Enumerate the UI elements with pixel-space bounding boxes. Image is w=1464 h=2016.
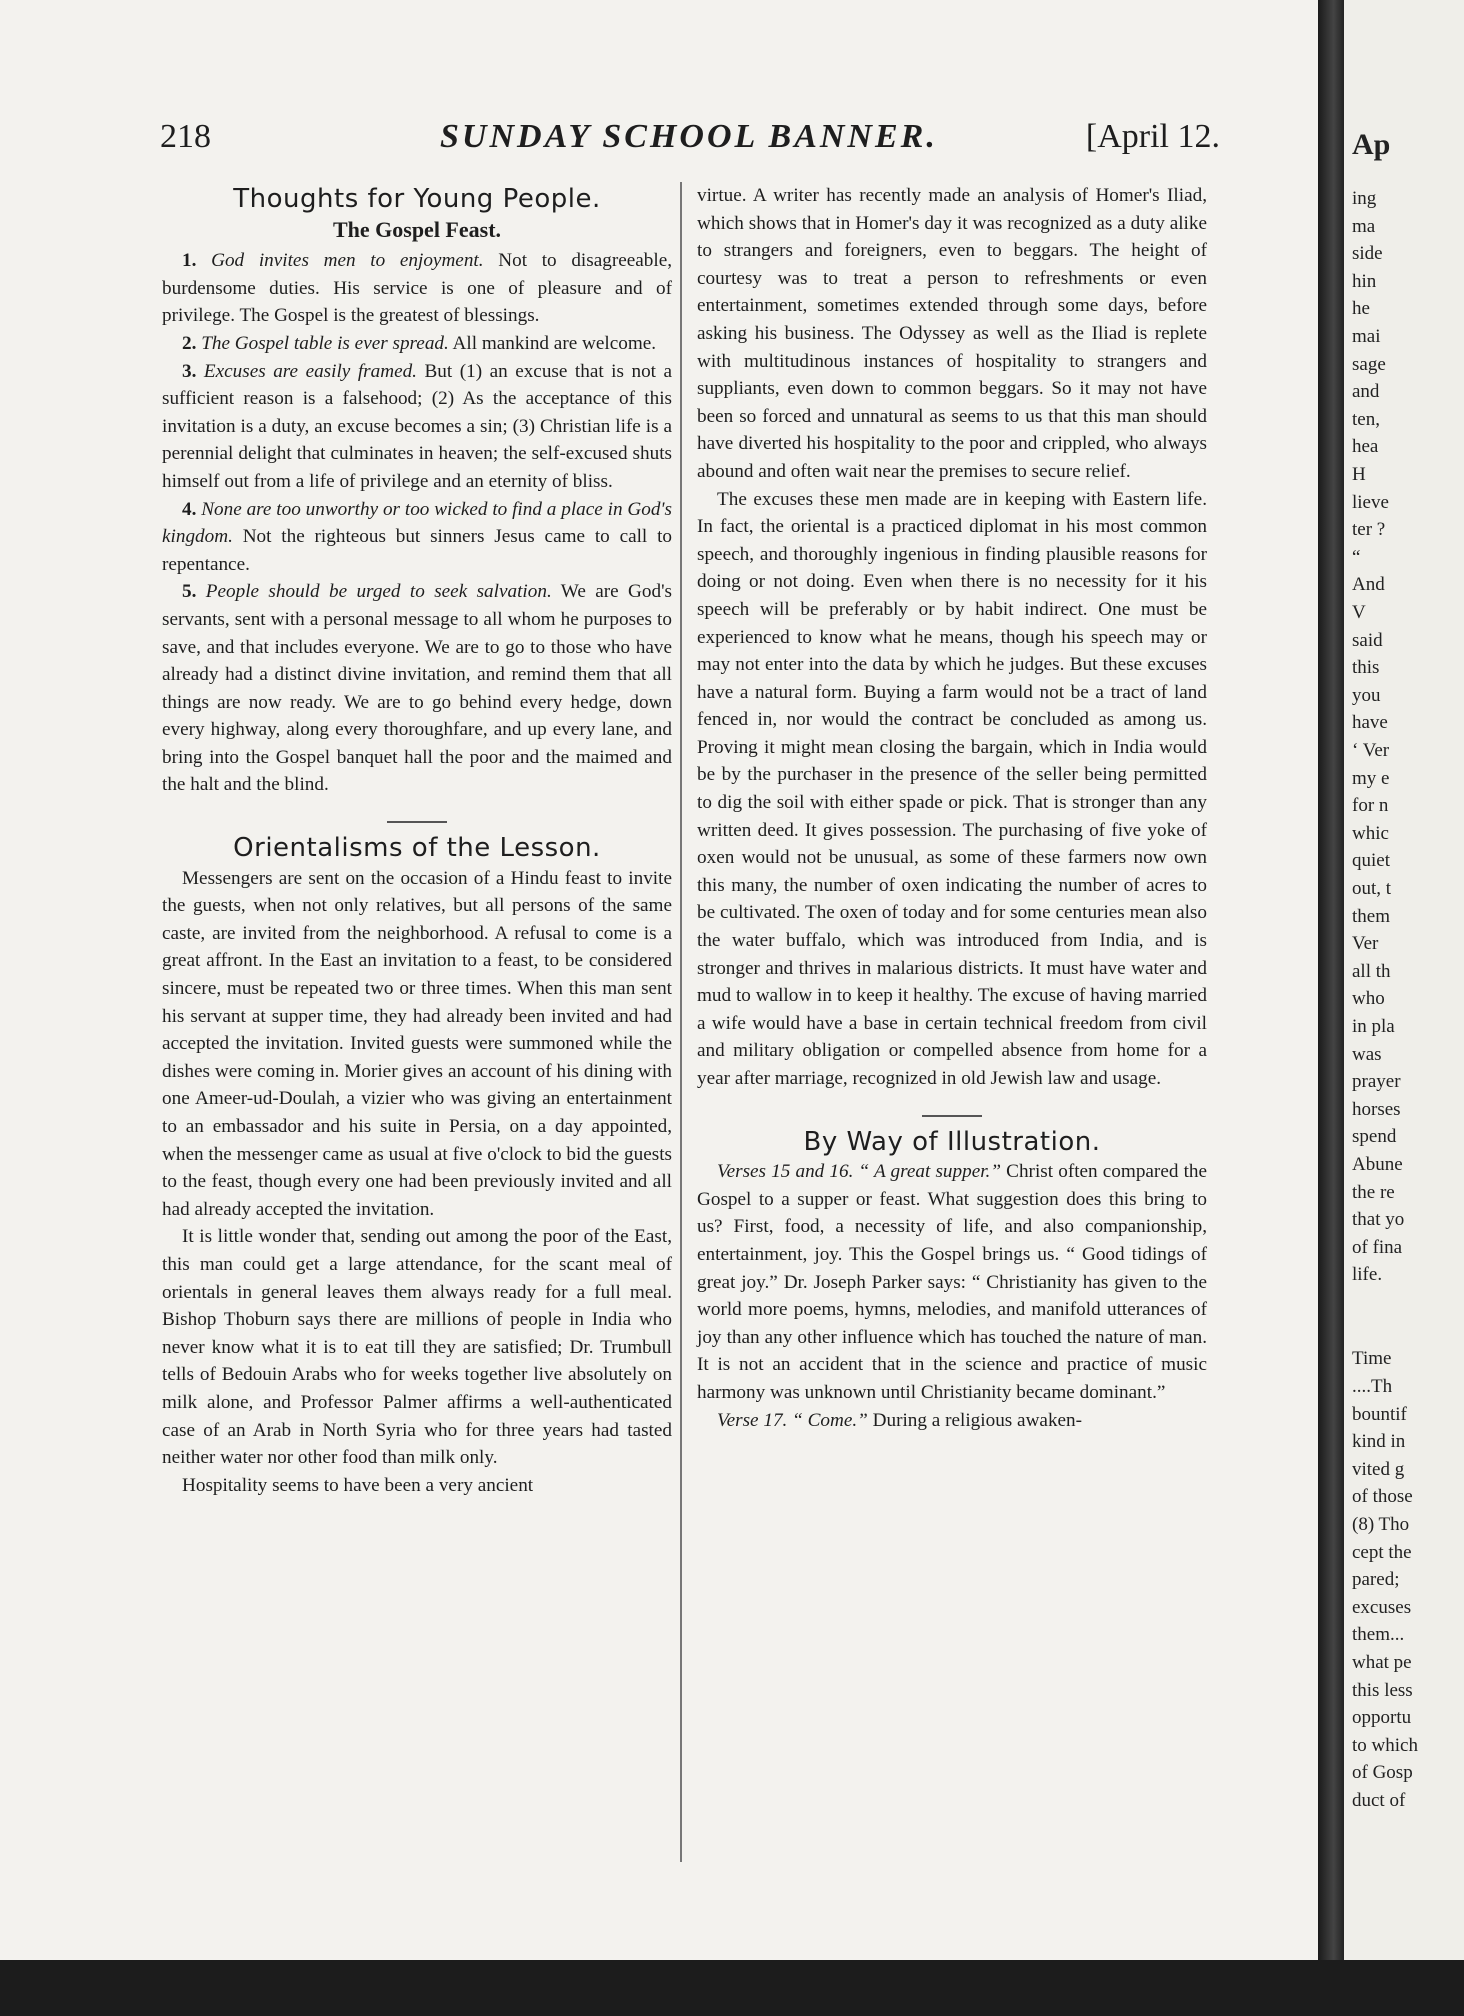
facing-page-line: them xyxy=(1352,905,1390,927)
facing-page-line: this xyxy=(1352,657,1380,679)
illustration-paragraph: Verses 15 and 16. “ A great supper.” Christ often compared the Gospel to a supper or feast. What suggestion does this bring to us? First, food, a necessity of life, and also companionship, entertainment, joy. This the Gospel brings us. “ Good tidings of great joy.” Dr. Joseph Parker says: “ Christianity has given to the world more poems, hymns, melodies, and manifold utterances of joy than any other influence which has touched the nature of man. It is not an accident that in the science and practice of music harmony was unknown until Christianity became dominant.” xyxy=(697,1161,1208,1403)
facing-page-line: Time xyxy=(1352,1348,1392,1370)
facing-page-line: excuses xyxy=(1352,1596,1412,1618)
facing-page-line: ‘ Ver xyxy=(1352,740,1390,761)
scan-edge xyxy=(0,1960,1464,2016)
facing-page-line: V xyxy=(1352,602,1366,623)
facing-page-line: what pe xyxy=(1352,1652,1412,1673)
facing-page-line: life. xyxy=(1352,1264,1383,1286)
facing-page-line: ....Th xyxy=(1352,1376,1393,1397)
facing-page-line: of those xyxy=(1352,1486,1413,1508)
section-title-thoughts: Thoughts for Young People. xyxy=(233,184,601,214)
section-title-illustration: By Way of Illustration. xyxy=(803,1126,1101,1157)
facing-page-line: Abune xyxy=(1352,1154,1403,1175)
facing-page-line: spend xyxy=(1352,1126,1397,1148)
facing-page-line: H xyxy=(1352,464,1366,485)
facing-page-line: hin xyxy=(1352,270,1377,292)
facing-page-line: pared; xyxy=(1352,1569,1400,1591)
facing-page-line: whic xyxy=(1352,822,1389,844)
facing-page-line: to which xyxy=(1352,1734,1418,1756)
facing-page-line: he xyxy=(1352,298,1370,320)
facing-page-line: Ver xyxy=(1352,933,1379,955)
facing-page-line: for n xyxy=(1352,795,1389,817)
facing-page-fragment xyxy=(1344,0,1464,1960)
column-divider xyxy=(680,182,682,1862)
body-paragraph: virtue. A writer has recently made an analysis of Homer's Iliad, which shows that in Homer's day it was recognized as a duty alike to strangers and foreigners, even to beggars. The height of courtesy was to treat a person to refreshments or even entertainment, sometimes extended through some days, before asking his business. The Odyssey as well as the Iliad is replete with multitudinous instances of hospitality to strangers and suppliants, even down to common beggars. So it may not have been so forced and unnatural as seems to us that this man should have diverted his hospitality to the poor and crippled, who always abound and often wait near the premises to secure relief. xyxy=(697,185,1207,482)
facing-page-line: (8) Tho xyxy=(1352,1514,1410,1535)
numbered-point: 4. None are too unworthy or too wicked to find a place in God's kingdom. Not the righteous but sinners Jesus came to call to repentance. xyxy=(162,498,672,575)
facing-page-line: out, t xyxy=(1352,878,1392,899)
facing-page-line: that yo xyxy=(1352,1209,1405,1231)
facing-page-line: “ xyxy=(1352,546,1361,568)
facing-page-line: the re xyxy=(1352,1181,1395,1203)
facing-page-line: prayer xyxy=(1352,1071,1401,1093)
facing-page-line: ter ? xyxy=(1352,519,1386,541)
facing-page-line: in pla xyxy=(1352,1016,1395,1037)
facing-page-line: opportu xyxy=(1352,1707,1412,1729)
facing-page-line: And xyxy=(1352,574,1385,596)
body-paragraph: The excuses these men made are in keeping with Eastern life. In fact, the oriental is a practiced diplomat in his most common speech, and thoroughly ingenious in finding plausible reasons for doing or not doing. Even when there is no necessity for it his speech will be preferably or by habit indirect. One must be experienced to know what he means, though his speech may or may not enter into the data by which he judges. But these excuses have a natural form. Buying a farm would not be a tract of land fenced in, nor would the contract be concluded as among us. Proving it might mean closing the bargain, which in India would be by the purchaser in the presence of the seller being permitted to dig the soil with either spade or pick. That is stronger than any written deed. It gives possession. The purchasing of five yoke of oxen would not be unusual, as some of these farmers now own this many, the number of oxen indicating the number of acres to be cultivated. The oxen of today and for some centuries mean also the water buffalo, which was introduced from India, and is stronger and thrives in malarious districts. It must have water and mud to wallow in to keep it healthy. The excuse of having married a wife would have a base in certain technical freedom from civil and military obligation or compelled absence from home for a year after marriage, recognized in old Jewish law and usage. xyxy=(697,488,1207,1089)
illustration-paragraph: Verse 17. “ Come.” During a religious awaken- xyxy=(717,1409,1083,1431)
facing-page-line: vited g xyxy=(1352,1458,1405,1480)
book-gutter xyxy=(1318,0,1344,1960)
facing-page-line: ten, xyxy=(1352,408,1380,430)
facing-page-line: bountif xyxy=(1352,1403,1407,1425)
facing-page-heading: Ap xyxy=(1352,128,1391,161)
facing-page-line: have xyxy=(1352,712,1388,734)
facing-page-line: kind in xyxy=(1352,1431,1406,1453)
periodical-title: SUNDAY SCHOOL BANNER. xyxy=(440,118,938,155)
left-column xyxy=(162,182,672,1499)
running-header xyxy=(160,118,1220,168)
facing-page-line: cept the xyxy=(1352,1541,1412,1563)
facing-page-line: sage xyxy=(1352,353,1386,375)
facing-page-line: ing xyxy=(1352,188,1377,209)
section-title-orientalisms: Orientalisms of the Lesson. xyxy=(233,833,601,864)
facing-page-line: horses xyxy=(1352,1098,1401,1120)
numbered-point: 2. The Gospel table is ever spread. All mankind are welcome. xyxy=(182,332,657,354)
facing-page-line: duct of xyxy=(1352,1790,1406,1811)
facing-page-line: side xyxy=(1352,243,1383,265)
facing-page-line: lieve xyxy=(1352,491,1389,513)
page-number: 218 xyxy=(160,118,211,155)
facing-page-line: of fina xyxy=(1352,1236,1403,1258)
facing-page-line: said xyxy=(1352,629,1383,651)
issue-date: [April 12. xyxy=(1085,118,1220,155)
facing-page-line: quiet xyxy=(1352,850,1390,872)
facing-page-line: who xyxy=(1352,988,1385,1010)
facing-page-line: and xyxy=(1352,381,1380,403)
body-paragraph: It is little wonder that, sending out among the poor of the East, this man could get a large attendance, for the scant meal of orientals in general leaves them always ready for a full meal. Bishop Thoburn says there are millions of people in India who never know what it is to eat till they are satisfied; Dr. Trumbull tells of Bedouin Arabs who for weeks together live absolutely on milk alone, and Professor Palmer affirms a well-authenticated case of an Arab in North Syria who for three years had tasted neither water nor other food than milk only. xyxy=(162,1226,672,1469)
facing-page-line: them... xyxy=(1352,1624,1405,1646)
section-divider xyxy=(922,1115,982,1117)
right-column xyxy=(697,182,1207,1434)
facing-page-line: ma xyxy=(1352,215,1376,237)
facing-page-line: this less xyxy=(1352,1679,1413,1701)
numbered-point: 3. Excuses are easily framed. But (1) an excuse that is not a sufficient reason is a falsehood; (2) As the acceptance of this invitation is a duty, an excuse becomes a sin; (3) Christian life is a perennial delight that culminates in heaven; the self-excused shuts himself out from a life of privilege and an eternity of bliss. xyxy=(162,360,673,492)
facing-page-line: you xyxy=(1352,684,1381,706)
facing-page-line: my e xyxy=(1352,767,1390,789)
numbered-point: 1. God invites men to enjoyment. Not to disagreeable, burdensome duties. His service is one of pleasure and of privilege. The Gospel is the greatest of blessings. xyxy=(162,250,673,327)
body-paragraph: Messengers are sent on the occasion of a Hindu feast to invite the guests, when not only relatives, but all persons of the same caste, are invited from the neighborhood. A refusal to come is a great affront. In the East an invitation to a feast, to be considered sincere, must be repeated two or three times. When this man sent his servant at supper time, they had already been invited and had accepted the invitation. Invited guests were summoned while the dishes were coming in. Morier gives an account of his dining with one Ameer-ud-Doulah, a vizier who was giving an entertainment to an embassador and his suite in Persia, on a day appointed, when the messenger came as usual at five o'clock to bid the guests to the feast, though every one had been previously invited and all had already accepted the invitation. xyxy=(162,867,672,1220)
facing-page-line: all th xyxy=(1352,960,1391,982)
section-subtitle-gospel-feast: The Gospel Feast. xyxy=(332,216,502,242)
body-paragraph: Hospitality seems to have been a very ancient xyxy=(182,1474,534,1496)
facing-page-line: of Gosp xyxy=(1352,1762,1413,1784)
facing-page-line: hea xyxy=(1352,436,1379,458)
facing-page-line: mai xyxy=(1352,326,1381,347)
section-divider xyxy=(387,821,447,823)
facing-page-line: was xyxy=(1352,1043,1382,1065)
numbered-point: 5. People should be urged to seek salvation. We are God's servants, sent with a personal message to all whom he purposes to save, and that includes everyone. We are to go to those who have already had a distinct divine invitation, and remind them that all things are now ready. We are to go behind every hedge, down every highway, along every thoroughfare, and up every lane, and bring into the Gospel banquet hall the poor and the maimed and the halt and the blind. xyxy=(162,581,673,796)
